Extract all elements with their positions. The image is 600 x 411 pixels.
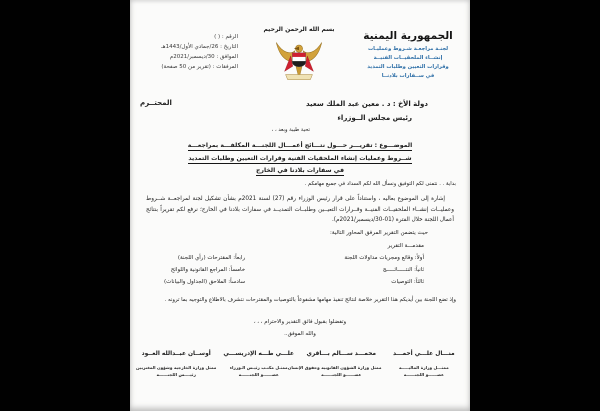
letterhead-right — [354, 30, 462, 80]
signature-role: ممثل وزارة الشؤون القانونية وحقوق الإنسان — [287, 365, 382, 370]
signature-role: ممثل وزارة الخارجية وشؤون المغتربين — [136, 365, 217, 370]
honorific: المحتــرم — [140, 99, 172, 107]
subject-block — [144, 142, 456, 180]
report-outline — [164, 240, 424, 288]
signature-block — [136, 351, 216, 377]
signature-row — [136, 351, 464, 377]
outline-item: رابعاً: المقترحات (رأي اللجنة) — [177, 255, 246, 261]
reference-block — [142, 33, 238, 73]
opening-line: بداية . . نتمنى لكم التوفيق ونسأل الله لكم السداد في جميع مهامكم . — [304, 181, 456, 187]
ref-date-gregorian: الموافق : 30/ديسمبر/2021م — [169, 53, 238, 60]
signature-name: أوســان عبــدالله العــود — [141, 351, 211, 357]
subject-line-2: شــروط وعمليات إنشاء الملحقيات الفنية وقرارات التعيين وطلبات التمديد — [188, 154, 412, 162]
committee-line: لجنـة مراجعـة شـروط وعمليـات — [367, 46, 449, 52]
addressee-block — [306, 97, 428, 125]
outline-item: خامساً: المراجع القانونية واللوائح — [170, 267, 246, 273]
header-center — [254, 26, 344, 88]
addressee-title: رئيس مجلس الــوزراء — [337, 114, 412, 122]
committee-line: في ســفارات بلادنــا — [381, 72, 435, 79]
outline-item: ثالثاً: التوصيات — [391, 279, 424, 285]
signature-position: عضــــــو اللجنــــــة — [238, 372, 279, 377]
letter-page — [130, 0, 470, 411]
signature-position: عضــــــو اللجنــــــة — [321, 372, 362, 377]
signature-name: علـــي طـــه الإدريســـي — [223, 351, 295, 357]
signature-role: ممثـل مكتـب رئيـس الـوزراء — [229, 365, 288, 370]
signature-name: منـــال علـــي أحمـــد — [393, 351, 455, 357]
outline-item: ثانياً: النتـــــائـــــج — [382, 267, 424, 273]
valediction-line: وتفضلوا بقبول فائق التقدير والاحترام ، ، ، — [253, 319, 347, 325]
subject-line-3: في سفارات بلادنا في الخارج — [255, 167, 345, 174]
ref-date-hijri: التاريخ : 26/جمادي الأول/1443هـ — [161, 43, 238, 50]
body-paragraph: إشارة إلى الموضوع بعاليه ، واستناداً على قرار رئيس الوزراء رقم (27) لسنة 2021م بشأن تشكيل لجنة لمراجعــة شــروط وعمليــات إنشــاء الملحقيــات الفنيــة وقــرارات التعيــين وطلبــات التمديــد في سفارات بلادنا في الخارج؛ نرفع لكم تقريراً بنتائج أعمال اللجنة خلال الفترة (01-30/ديسمبر/2021م). — [146, 196, 454, 224]
signature-position: رئيــــس اللجنــــــة — [156, 372, 196, 377]
subject-line-1: الموضـــوع : تقريـــر حـــول نتـــائج أعمـــال اللجنـــة المكلفـــة بمراجعـــة — [187, 142, 413, 149]
ref-number-line: الرقم : ( ) — [214, 34, 238, 40]
signature-position: عضــــــو اللجنــــــة — [403, 372, 444, 377]
closing-paragraph: وإذ تضع اللجنة بين أيديكم هذا التقرير خلاصة لنتائج تنفيذ مهامها مشفوعاً بالتوصيات والمقترحات نتشرف بالاطلاع والتوجيه بما ترونه . — [164, 297, 456, 303]
addressee-name: دولة الأخ : د . معين عبد الملك سعيد — [306, 100, 428, 108]
outline-item: مقدمـــة التقرير — [387, 243, 424, 249]
signature-block — [287, 351, 382, 377]
committee-name — [354, 45, 462, 80]
signature-name: محمـــد ســـالم بـــاقري — [306, 351, 377, 357]
salutation: تحية طيبة وبعد ، ، — [271, 127, 310, 133]
outline-intro: حيث يتضمن التقرير المرفق المحاور التالية: — [329, 230, 428, 236]
bismillah-calligraphy: بسم الله الرحمن الرحيم — [263, 26, 335, 33]
outline-item: سادساً: الملاحق (الجداول والبيانات) — [164, 279, 246, 285]
signature-role: ممثـــل وزارة الماليـــــة — [398, 365, 449, 370]
signature-block — [219, 351, 299, 377]
republic-title: الجمهورية اليمنية — [363, 30, 453, 42]
committee-line: وقرارات التعيين وطلبات التمديد — [367, 63, 449, 70]
committee-line: إنشــاء الملحقيــات الفنيــة — [373, 54, 443, 61]
yemen-coat-of-arms-icon — [268, 34, 330, 84]
outline-column-right — [344, 240, 424, 288]
signature-block — [384, 351, 464, 377]
ref-attachments: المرفقات : (تقرير من 50 صفحة) — [161, 63, 238, 70]
outline-item: أولاً: وقائع ومجريات مداولات اللجنة — [344, 255, 424, 261]
outline-column-left — [164, 252, 245, 288]
closing-phrase: والله الموفق.. — [284, 331, 316, 337]
